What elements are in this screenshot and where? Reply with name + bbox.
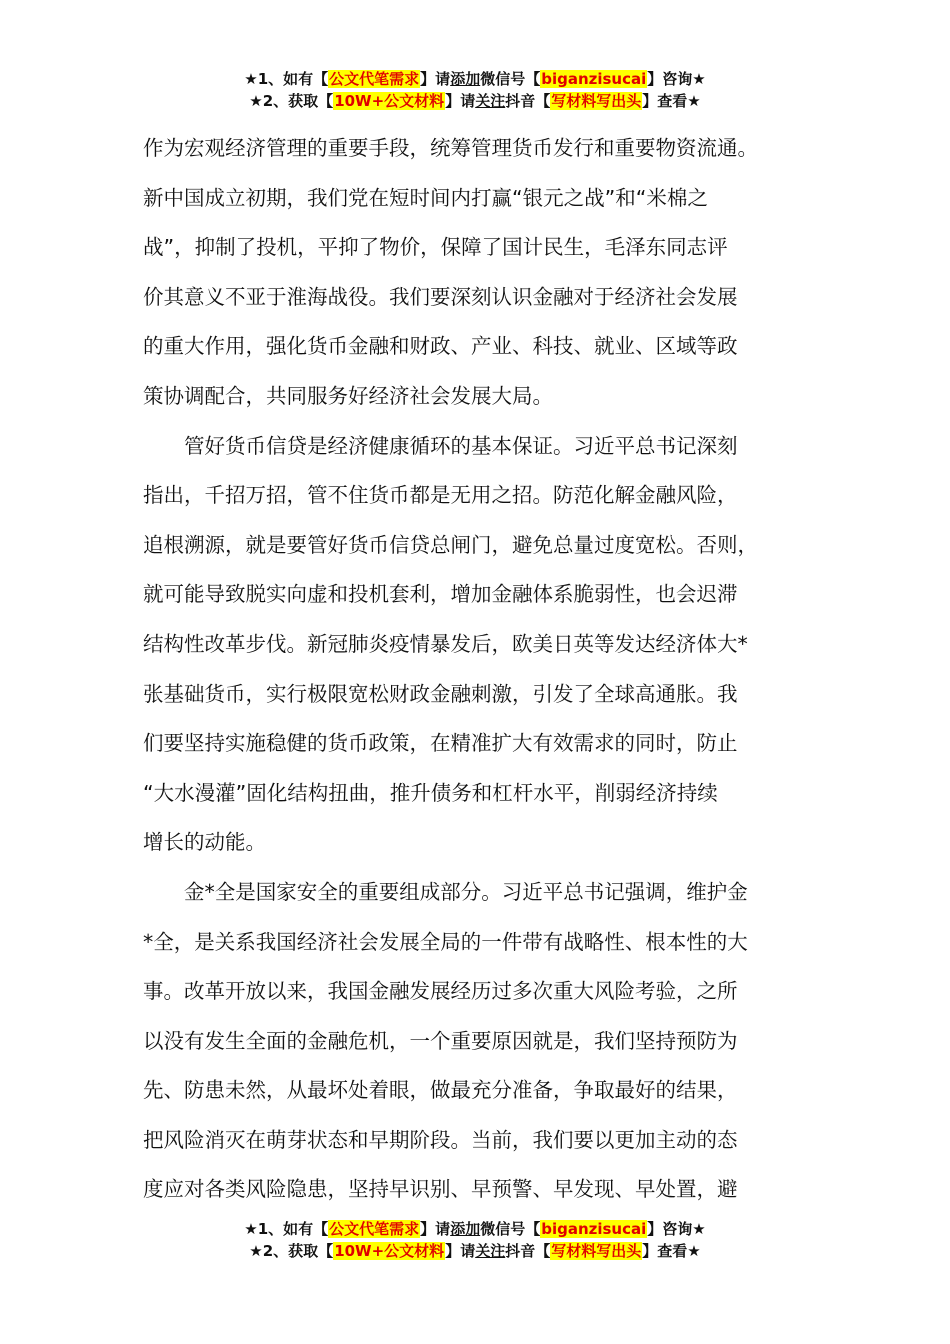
text-line: 策协调配合，共同服务好经济社会发展大局。 bbox=[143, 383, 553, 408]
text-line: 张基础货币，实行极限宽松财政金融刺激，引发了全球高通胀。我 bbox=[143, 681, 738, 706]
banner-text: 】请 bbox=[420, 1220, 451, 1238]
highlight-wechat-id: biganzisucai bbox=[541, 70, 647, 88]
banner-line-2 bbox=[0, 90, 950, 112]
footer-banner bbox=[0, 1218, 950, 1262]
banner-text: 】查看★ bbox=[642, 92, 701, 110]
text-line: 的重大作用，强化货币金融和财政、产业、科技、就业、区域等政 bbox=[143, 334, 738, 359]
banner-underline: 关注 bbox=[475, 1242, 506, 1260]
text-line: 新中国成立初期，我们党在短时间内打赢“银元之战”和“米棉之 bbox=[143, 185, 708, 210]
banner-text: 】咨询★ bbox=[647, 1220, 706, 1238]
banner-text: 】请 bbox=[420, 70, 451, 88]
highlight-service: 公文代笔需求 bbox=[329, 70, 420, 88]
banner-underline: 添加 bbox=[450, 1220, 481, 1238]
document-body bbox=[143, 124, 833, 1215]
text-line: 管好货币信贷是经济健康循环的基本保证。习近平总书记深刻 bbox=[143, 433, 738, 458]
text-line: 就可能导致脱实向虚和投机套利，增加金融体系脆弱性，也会迟滞 bbox=[143, 582, 738, 607]
banner-text: 】咨询★ bbox=[647, 70, 706, 88]
highlight-service: 公文代笔需求 bbox=[329, 1220, 420, 1238]
text-line: 度应对各类风险隐患，坚持早识别、早预警、早发现、早处置，避 bbox=[143, 1177, 738, 1202]
text-line: *全，是关系我国经济社会发展全局的一件带有战略性、根本性的大 bbox=[143, 929, 748, 954]
text-line: 以没有发生全面的金融危机，一个重要原因就是，我们坚持预防为 bbox=[143, 1028, 738, 1053]
banner-underline: 添加 bbox=[450, 70, 481, 88]
text-line: 增长的动能。 bbox=[143, 830, 266, 855]
banner-line-2 bbox=[0, 1240, 950, 1262]
text-line: 结构性改革步伐。新冠肺炎疫情暴发后，欧美日英等发达经济体大* bbox=[143, 631, 748, 656]
text-line: 指出，千招万招，管不住货币都是无用之招。防范化解金融风险， bbox=[143, 483, 738, 508]
text-line: 追根溯源，就是要管好货币信贷总闸门，避免总量过度宽松。否则， bbox=[143, 532, 758, 557]
text-line: 先、防患未然，从最坏处着眼，做最充分准备，争取最好的结果， bbox=[143, 1078, 738, 1103]
text-line: 战”，抑制了投机，平抑了物价，保障了国计民生，毛泽东同志评 bbox=[143, 235, 728, 260]
highlight-materials: 10W+公文材料 bbox=[334, 92, 445, 110]
banner-line-1 bbox=[0, 68, 950, 90]
highlight-douyin-name: 写材料写出头 bbox=[551, 1242, 642, 1260]
banner-underline: 关注 bbox=[475, 92, 506, 110]
text-line: “大水漫灌”固化结构扭曲，推升债务和杠杆水平，削弱经济持续 bbox=[143, 780, 718, 805]
text-line: 把风险消灭在萌芽状态和早期阶段。当前，我们要以更加主动的态 bbox=[143, 1127, 738, 1152]
text-line: 作为宏观经济管理的重要手段，统筹管理货币发行和重要物资流通。 bbox=[143, 136, 758, 160]
header-banner bbox=[0, 68, 950, 112]
banner-text: ★1、如有【 bbox=[244, 70, 329, 88]
text-line: 价其意义不亚于淮海战役。我们要深刻认识金融对于经济社会发展 bbox=[143, 284, 738, 309]
banner-text: 微信号【 bbox=[480, 70, 541, 88]
highlight-materials: 10W+公文材料 bbox=[334, 1242, 445, 1260]
banner-line-1 bbox=[0, 1218, 950, 1240]
banner-text: 】请 bbox=[445, 92, 476, 110]
text-line: 金*全是国家安全的重要组成部分。习近平总书记强调，维护金 bbox=[143, 879, 748, 904]
banner-text: 微信号【 bbox=[480, 1220, 541, 1238]
text-line: 们要坚持实施稳健的货币政策，在精准扩大有效需求的同时，防止 bbox=[143, 731, 738, 756]
highlight-douyin-name: 写材料写出头 bbox=[551, 92, 642, 110]
banner-text: 】查看★ bbox=[642, 1242, 701, 1260]
banner-text: ★2、获取【 bbox=[249, 92, 334, 110]
text-line: 事。改革开放以来，我国金融发展经历过多次重大风险考验，之所 bbox=[143, 979, 738, 1004]
banner-text: ★2、获取【 bbox=[249, 1242, 334, 1260]
banner-text: 】请 bbox=[445, 1242, 476, 1260]
banner-text: 抖音【 bbox=[505, 1242, 551, 1260]
banner-text: ★1、如有【 bbox=[244, 1220, 329, 1238]
highlight-wechat-id: biganzisucai bbox=[541, 1220, 647, 1238]
banner-text: 抖音【 bbox=[505, 92, 551, 110]
